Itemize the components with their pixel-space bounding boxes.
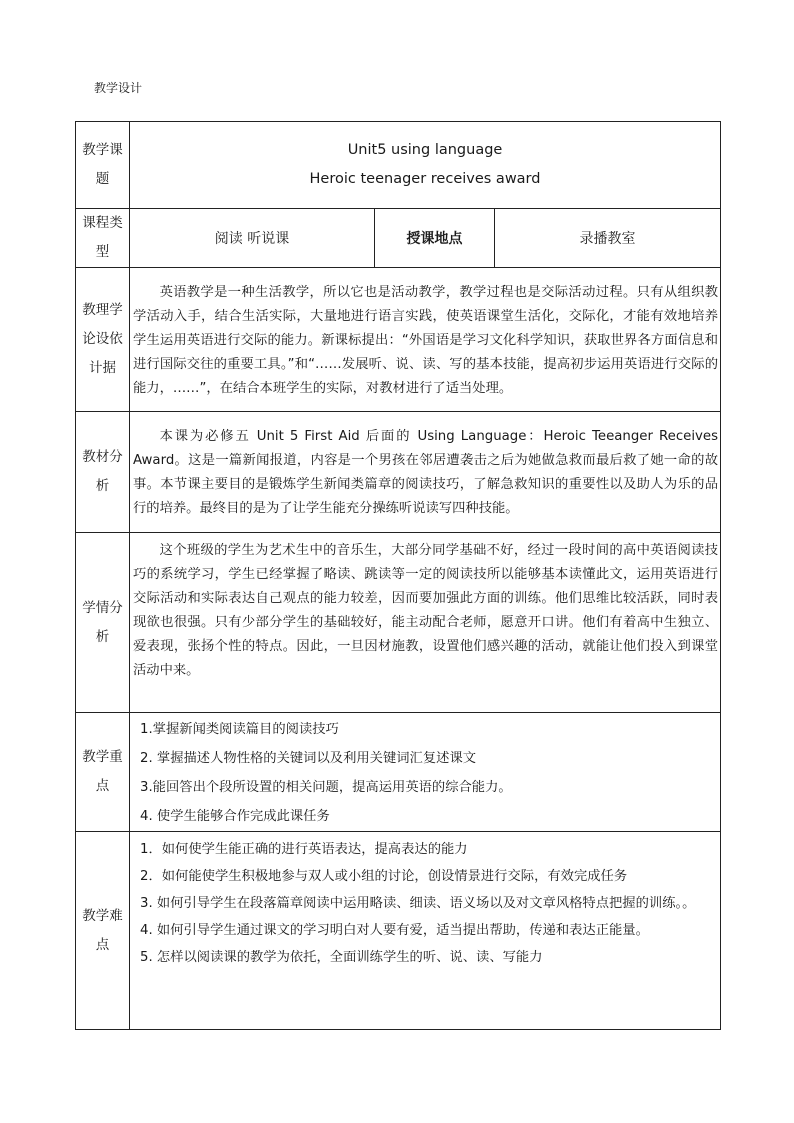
material-label: 教材分析 <box>76 412 130 533</box>
row-theory <box>76 268 721 412</box>
list-item: 2．如何能使学生积极地参与双人或小组的讨论，创设情景进行交际，有效完成任务 <box>140 869 628 884</box>
topic-label: 教学课题 <box>76 122 130 209</box>
theory-text: 英语教学是一种生活教学，所以它也是活动教学，教学过程也是交际活动过程。只有从组织教学活动入手，结合生活实际，大量地进行语言实践，使英语课堂生活化，交际化，才能有效地培养学生运用英语进行交际的能力。新课标提出：“外国语是学习文化科学知识，获取世界各方面信息和进行国际交往的重要工具。”和“……发展听、说、读、写的基本技能，提高初步运用英语进行交际的能力，……”，在结合本班学生的实际，对教材进行了适当处理。 <box>133 284 719 396</box>
list-item: 1.掌握新闻类阅读篇目的阅读技巧 <box>140 722 339 737</box>
difficulties-label: 教学难点 <box>76 832 130 1030</box>
key-points-label: 教学重点 <box>76 713 130 832</box>
row-topic <box>76 122 721 209</box>
location-label: 授课地点 <box>375 209 495 268</box>
lesson-plan-table <box>75 121 721 1030</box>
row-difficulties <box>76 832 721 1030</box>
list-item: 2. 掌握描述人物性格的关键词以及利用关键词汇复述课文 <box>140 751 477 766</box>
students-text: 这个班级的学生为艺术生中的音乐生，大部分同学基础不好，经过一段时间的高中英语阅读技巧的系统学习，学生已经掌握了略读、跳读等一定的阅读技所以能够基本读懂此文，运用英语进行交际活动和实际表达自己观点的能力较差，因而要加强此方面的训练。他们思维比较活跃，同时表现欲也很强。只有少部分学生的基础较好，能主动配合老师，愿意开口讲。他们有着高中生独立、爱表现，张扬个性的特点。因此，一旦因材施教，设置他们感兴趣的活动，就能让他们投入到课堂活动中来。 <box>133 543 719 678</box>
list-item: 1．如何使学生能正确的进行英语表达，提高表达的能力 <box>140 842 468 857</box>
type-value: 阅读 听说课 <box>130 209 375 268</box>
list-item: 5. 怎样以阅读课的教学为依托，全面训练学生的听、说、读、写能力 <box>140 950 543 965</box>
row-key-points <box>76 713 721 832</box>
row-type <box>76 209 721 268</box>
document-label: 教学设计 <box>94 81 143 95</box>
list-item: 4. 如何引导学生通过课文的学习明白对人要有爱，适当提出帮助，传递和表达正能量。 <box>140 923 649 938</box>
location-value: 录播教室 <box>495 209 721 268</box>
students-label: 学情分析 <box>76 533 130 713</box>
type-label: 课程类型 <box>76 209 130 268</box>
topic-title <box>130 122 721 209</box>
row-students <box>76 533 721 713</box>
list-item: 3. 如何引导学生在段落篇章阅读中运用略读、细读、语义场以及对文章风格特点把握的训练。。 <box>140 896 696 911</box>
topic-title-line1: Unit5 using language <box>347 142 503 158</box>
key-points-list <box>130 713 720 831</box>
list-item: 3.能回答出个段所设置的相关问题，提高运用英语的综合能力。 <box>140 780 512 795</box>
material-text: 本课为必修五 Unit 5 First Aid 后面的 Using Language：Heroic Teeanger Receives Award。这是一篇新闻报道，内容是一个男孩在邻居遭袭击之后为她做急救而最后救了她一命的故事。本节课主要目的是锻炼学生新闻类篇章的阅读技巧，了解急救知识的重要性以及助人为乐的品行的培养。最终目的是为了让学生能充分操练听说读写四种技能。 <box>133 429 719 516</box>
difficulties-list <box>130 834 720 971</box>
list-item: 4. 使学生能够合作完成此课任务 <box>140 809 330 824</box>
theory-label: 教理学论设依计据 <box>76 268 130 412</box>
topic-title-line2: Heroic teenager receives award <box>309 171 541 187</box>
row-material <box>76 412 721 533</box>
